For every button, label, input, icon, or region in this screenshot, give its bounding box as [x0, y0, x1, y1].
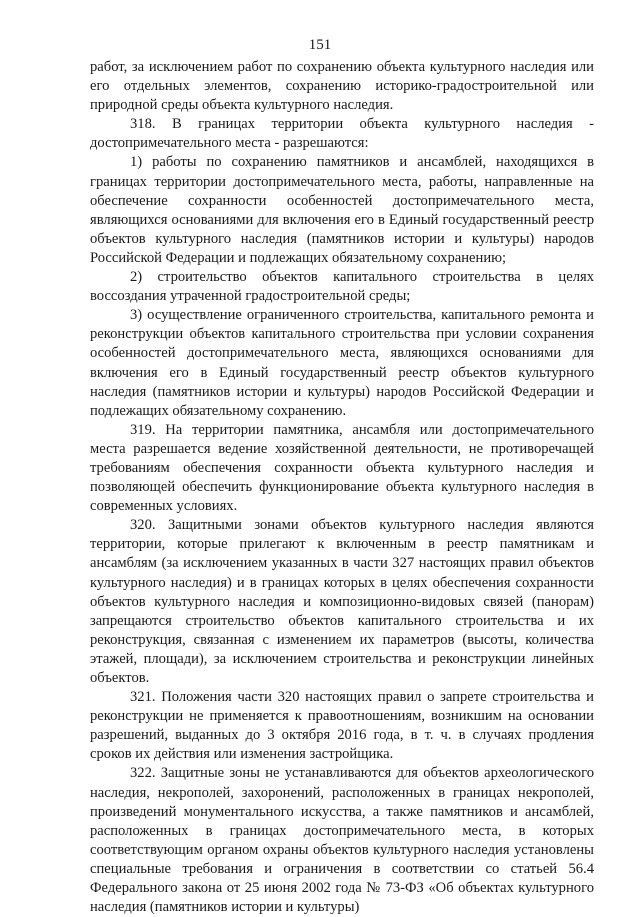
paragraph-322: 322. Защитные зоны не устанавливаются для объектов археологического наследия, некрополей, захоронений, расположенных в границах некрополей, произведений монументального искусства, а также памятников и ансамблей, расположенных в границах достопримечательного места, в которых соответствующим органом охраны объектов культурного наследия установлены специальные требования и ограничения в соответствии со статьей 56.4 Федерального закона от 25 июня 2002 года № 73-ФЗ «Об объектах культурного наследия (памятников истории и культуры) — [90, 765, 594, 916]
paragraph-319: 319. На территории памятника, ансамбля или достопримечательного места разрешается ведение хозяйственной деятельности, не противоречащей требованиям обеспечения сохранности объекта культурного наследия и позволяющей обеспечить функционирование объекта культурного наследия в современных условиях. — [90, 421, 594, 515]
paragraph-320: 320. Защитными зонами объектов культурного наследия являются территории, которые прилегают к включенным в реестр памятникам и ансамблям (за исключением указанных в части 327 настоящих правил объектов культурного наследия) и в границах которых в целях обеспечения сохранности объектов культурного наследия и композиционно-видовых связей (панорам) запрещаются строительство объектов капитального строительства и их реконструкция, связанная с изменением их параметров (высоты, количества этажей, площади), за исключением строительства и реконструкции линейных объектов. — [90, 517, 594, 686]
paragraph-321: 321. Положения части 320 настоящих правил о запрете строительства и реконструкции не применяется к правоотношениям, возникшим на основании разрешений, выданных до 3 октября 2016 года, в т. ч. в случаях продления сроков их действия или изменения застройщика. — [90, 689, 594, 763]
paragraph-318-item-3: 3) осуществление ограниченного строительства, капитального ремонта и реконструкции объектов капитального строительства при условии сохранения особенностей достопримечательного места, являющихся основаниями для включения его в Единый государственный реестр объектов культурного наследия (памятников истории и культуры) народов Российской Федерации и подлежащих обязательному сохранению. — [90, 307, 594, 419]
paragraph-318-item-2: 2) строительство объектов капитального строительства в целях воссоздания утраченной градостроительной среды; — [90, 269, 594, 305]
document-body — [90, 58, 594, 917]
paragraph-318-item-1: 1) работы по сохранению памятников и ансамблей, находящихся в границах территории достопримечательного места, работы, направленные на обеспечение сохранности особенностей достопримечательного места, являющихся основаниями для включения его в Единый государственный реестр объектов культурного наследия (памятников истории и культуры) народов Российской Федерации и подлежащих обязательному сохранению; — [90, 154, 594, 266]
paragraph-continued: работ, за исключением работ по сохранению объекта культурного наследия или его отдельных элементов, сохранению историко-градостроительной или природной среды объекта культурного наследия. — [90, 59, 594, 114]
page-number: 151 — [308, 37, 332, 53]
paragraph-318: 318. В границах территории объекта культурного наследия - достопримечательного места - разрешаются: — [90, 116, 594, 152]
